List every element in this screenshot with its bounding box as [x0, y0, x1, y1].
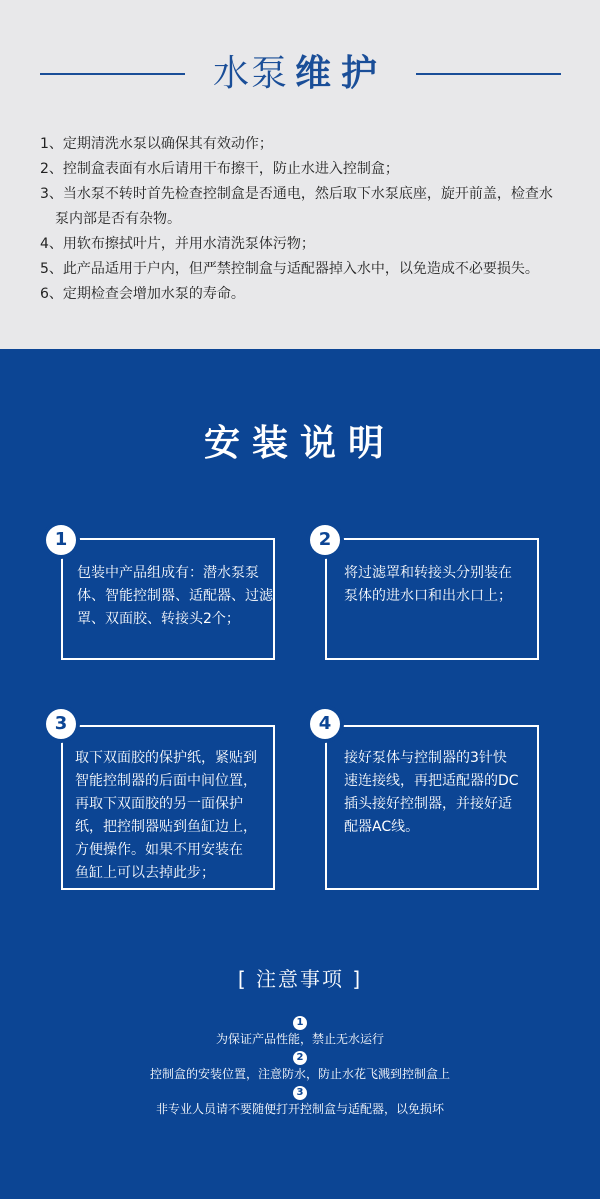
step-line: 速连接线，再把适配器的DC	[344, 773, 519, 789]
notice-number-2-badge: 2	[293, 1051, 307, 1065]
notice-item-2	[0, 1045, 600, 1082]
maintenance-item	[40, 157, 570, 182]
step-line: 纸，把控制器贴到鱼缸边上，	[75, 819, 257, 835]
notice-text: 非专业人员请不要随便打开控制盒与适配器，以免损坏	[155, 1102, 444, 1116]
notice-title: [ 注意事项 ]	[237, 967, 363, 991]
maintenance-section	[0, 0, 600, 349]
notice-number-1-badge: 1	[293, 1016, 307, 1030]
step-3-text	[75, 747, 257, 885]
notice-item-3	[0, 1080, 600, 1117]
maintenance-title-part2: 维护	[295, 53, 388, 94]
step-number-1-badge: 1	[46, 525, 76, 555]
item-number: 4、	[40, 236, 63, 252]
item-text: 控制盒表面有水后请用干布擦干，防止水进入控制盒；	[62, 161, 399, 177]
item-text-continued: 泵内部是否有杂物。	[55, 211, 181, 227]
maintenance-title-part1: 水泵	[212, 53, 289, 94]
item-text: 此产品适用于户内，但严禁控制盒与适配器掉入水中，以免造成不必要损失。	[62, 261, 539, 277]
step-card-2	[325, 538, 539, 660]
step-line: 配器AC线。	[344, 819, 420, 835]
item-number: 1、	[40, 136, 63, 152]
step-card-3	[61, 725, 275, 890]
step-line: 将过滤罩和转接头分别装在	[344, 565, 512, 581]
maintenance-list	[40, 132, 570, 307]
step-line: 体、智能控制器、适配器、过滤	[77, 588, 273, 604]
item-text: 当水泵不转时首先检查控制盒是否通电，然后取下水泵底座，旋开前盖，检查水	[62, 186, 553, 202]
step-line: 泵体的进水口和出水口上；	[344, 588, 512, 604]
item-text: 定期清洗水泵以确保其有效动作；	[62, 136, 273, 152]
item-number: 2、	[40, 161, 63, 177]
maintenance-item	[40, 232, 570, 257]
item-number: 3、	[40, 186, 63, 202]
step-4-text	[344, 747, 519, 839]
step-line: 鱼缸上可以去掉此步；	[75, 865, 215, 881]
step-card-1	[61, 538, 275, 660]
notice-number-3-badge: 3	[293, 1086, 307, 1100]
item-number: 5、	[40, 261, 63, 277]
maintenance-item	[40, 257, 570, 282]
step-line: 再取下双面胶的另一面保护	[75, 796, 243, 812]
step-number-3-badge: 3	[46, 709, 76, 739]
maintenance-item	[40, 132, 570, 157]
step-line: 接好泵体与控制器的3针快	[344, 750, 507, 766]
step-line: 包装中产品组成有：潜水泵泵	[77, 565, 259, 581]
step-card-4	[325, 725, 539, 890]
item-text: 定期检查会增加水泵的寿命。	[62, 286, 245, 302]
step-line: 插头接好控制器，并接好适	[344, 796, 512, 812]
notice-text: 控制盒的安装位置，注意防水，防止水花飞溅到控制盒上	[149, 1067, 450, 1081]
step-1-text	[77, 562, 273, 631]
maintenance-title	[0, 48, 600, 100]
notice-text: 为保证产品性能，禁止无水运行	[215, 1032, 384, 1046]
step-number-4-badge: 4	[310, 709, 340, 739]
installation-title: 安装说明	[203, 423, 396, 464]
step-2-text	[344, 562, 512, 608]
item-text: 用软布擦拭叶片，并用水清洗泵体污物；	[62, 236, 315, 252]
maintenance-item	[40, 182, 570, 232]
maintenance-item	[40, 282, 570, 307]
step-line: 方便操作。如果不用安装在	[75, 842, 243, 858]
notice-item-1	[0, 1010, 600, 1047]
step-line: 罩、双面胶、转接头2个；	[77, 611, 240, 627]
item-number: 6、	[40, 286, 63, 302]
step-line: 取下双面胶的保护纸，紧贴到	[75, 750, 257, 766]
step-line: 智能控制器的后面中间位置，	[75, 773, 257, 789]
step-number-2-badge: 2	[310, 525, 340, 555]
